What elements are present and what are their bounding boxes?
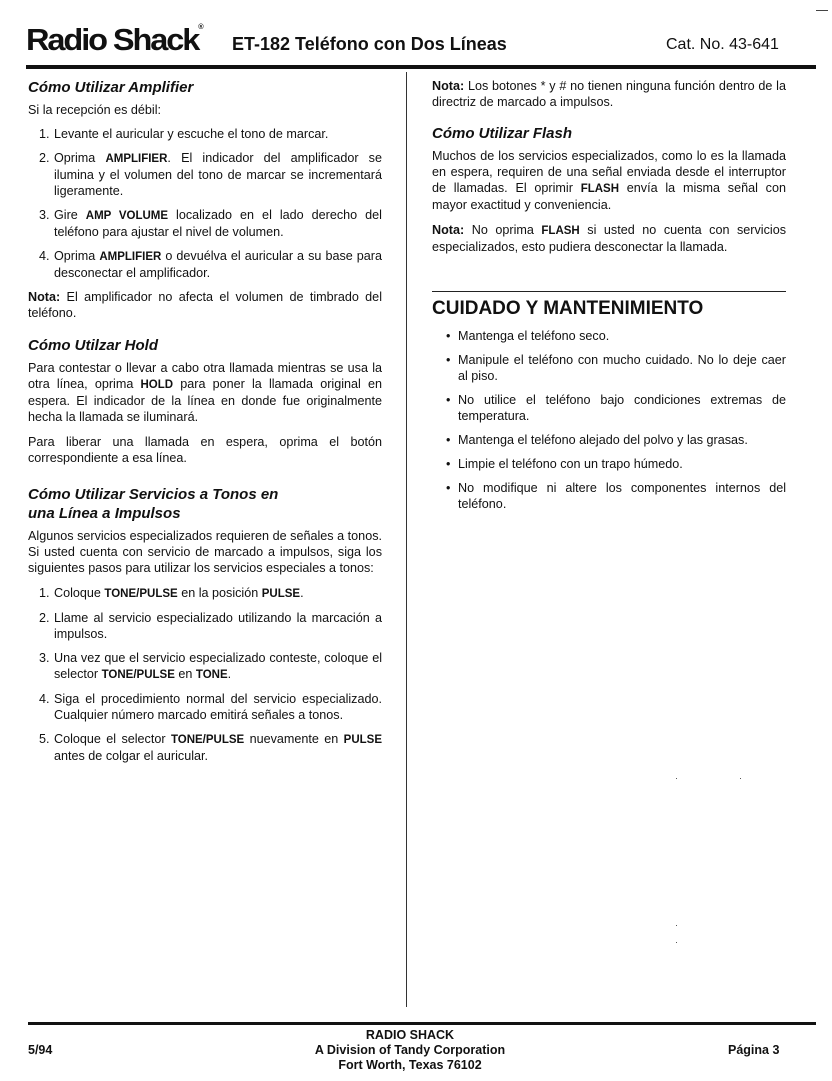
flash-paragraph: Muchos de los servicios especializados, como lo es la llamada en espera, requiren de una señal enviada desde el interruptor de llamadas. El oprimir FLASH envía la misma señal con mayor exactitud y conveniencia.	[432, 149, 786, 212]
flash-note: Nota: No oprima FLASH si usted no cuenta con servicios especializados, esto pudiera desconectar la llamada.	[432, 223, 786, 254]
footer-company: RADIO SHACK	[365, 1028, 455, 1042]
scan-speck	[740, 778, 741, 779]
step-number: 5.	[39, 732, 50, 746]
amplifier-heading: Cómo Utilizar Amplifier	[28, 79, 194, 96]
tones-section	[28, 485, 382, 764]
step-number: 3.	[39, 651, 50, 665]
care-section	[432, 298, 786, 512]
step-number: 1.	[39, 586, 50, 600]
care-item: • No modifique ni altere los componentes internos del teléfono.	[446, 481, 786, 511]
footer-company-block	[250, 1028, 570, 1073]
step-number: 4.	[39, 249, 50, 263]
step-item: 4. Siga el procedimiento normal del servicio especializado. Cualquier número marcado emitirá señales a tonos.	[39, 692, 382, 722]
hold-paragraph: Para contestar o llevar a cabo otra llamada mientras se usa la otra línea, oprima HOLD para poner la llamada original en espera. El indicador de la línea en donde fue originalmente hecha la llamada se iluminará.	[28, 361, 382, 424]
brand-logo: Radio Shack®	[26, 22, 204, 57]
care-heading: CUIDADO Y MANTENIMIENTO	[432, 298, 704, 319]
care-item: • Limpie el teléfono con un trapo húmedo.	[446, 457, 683, 471]
hold-section	[28, 336, 382, 466]
care-item: • Mantenga el teléfono seco.	[446, 329, 610, 343]
tones-note: Nota: Los botones * y # no tienen ninguna función dentro de la directriz de marcado a impulsos.	[432, 79, 786, 109]
step-number: 2.	[39, 151, 50, 165]
right-column	[432, 78, 786, 520]
tones-heading: Cómo Utilizar Servicios a Tonos en una Línea a Impulsos	[28, 486, 279, 522]
step-item: 5. Coloque el selector TONE/PULSE nuevamente en PULSE antes de colgar el auricular.	[39, 732, 382, 763]
left-column	[28, 78, 382, 772]
step-item: 3. Una vez que el servicio especializado conteste, coloque el selector TONE/PULSE en TONE.	[39, 651, 382, 681]
care-item: • Manipule el teléfono con mucho cuidado. No lo deje caer al piso.	[446, 353, 786, 383]
page-number: Página 3	[728, 1043, 780, 1057]
care-item: • Mantenga el teléfono alejado del polvo y las grasas.	[446, 433, 748, 447]
step-item: 4. Oprima AMPLIFIER o devuélva el auricular a su base para desconectar el amplificador.	[39, 249, 383, 280]
step-item: 1. Levante el auricular y escuche el tono de marcar.	[39, 127, 329, 141]
hold-release-paragraph: Para liberar una llamada en espera, oprima el botón correspondiente a esa línea.	[28, 435, 382, 465]
amplifier-section	[28, 78, 382, 321]
column-divider	[406, 72, 407, 1007]
amplifier-note: Nota: El amplificador no afecta el volumen de timbrado del teléfono.	[28, 290, 382, 320]
scan-speck	[676, 925, 677, 926]
step-number: 2.	[39, 611, 50, 625]
header-rule	[26, 65, 816, 69]
footer-division: A Division of Tandy Corporation	[314, 1043, 506, 1057]
hold-heading: Cómo Utilzar Hold	[28, 337, 158, 354]
note-label: Nota:	[28, 290, 61, 304]
step-number: 1.	[39, 127, 50, 141]
scan-mark	[816, 10, 828, 11]
footer-rule	[28, 1022, 816, 1025]
care-rule	[432, 291, 786, 292]
tones-intro: Algunos servicios especializados requieren de señales a tonos. Si usted cuenta con servicio de marcado a impulsos, siga los siguientes pasos para utilizar los servicios especiales a tonos:	[28, 529, 382, 575]
flash-heading: Cómo Utilizar Flash	[432, 125, 573, 142]
footer-date: 5/94	[28, 1043, 53, 1057]
flash-section	[432, 124, 786, 255]
step-item: 3. Gire AMP VOLUME localizado en el lado derecho del teléfono para ajustar el nivel de volumen.	[39, 208, 382, 239]
step-item: 2. Llame al servicio especializado utilizando la marcación a impulsos.	[39, 611, 382, 641]
step-item: 2. Oprima AMPLIFIER. El indicador del amplificador se ilumina y el volumen del tono de marcar se incrementará ligeramente.	[39, 151, 382, 198]
amplifier-intro: Si la recepción es débil:	[28, 103, 162, 117]
step-number: 4.	[39, 692, 50, 706]
care-list	[432, 328, 786, 512]
step-item: 1. Coloque TONE/PULSE en la posición PULSE.	[39, 586, 304, 600]
document-title: ET-182 Teléfono con Dos Líneas	[232, 34, 507, 54]
amplifier-steps	[28, 126, 382, 281]
scan-speck	[676, 942, 677, 943]
scan-speck	[676, 778, 677, 779]
care-item: • No utilice el teléfono bajo condiciones extremas de temperatura.	[446, 393, 786, 423]
footer-address: Fort Worth, Texas 76102	[338, 1058, 482, 1072]
tones-steps	[28, 585, 382, 764]
step-number: 3.	[39, 208, 50, 222]
catalog-number: Cat. No. 43-641	[666, 36, 779, 53]
